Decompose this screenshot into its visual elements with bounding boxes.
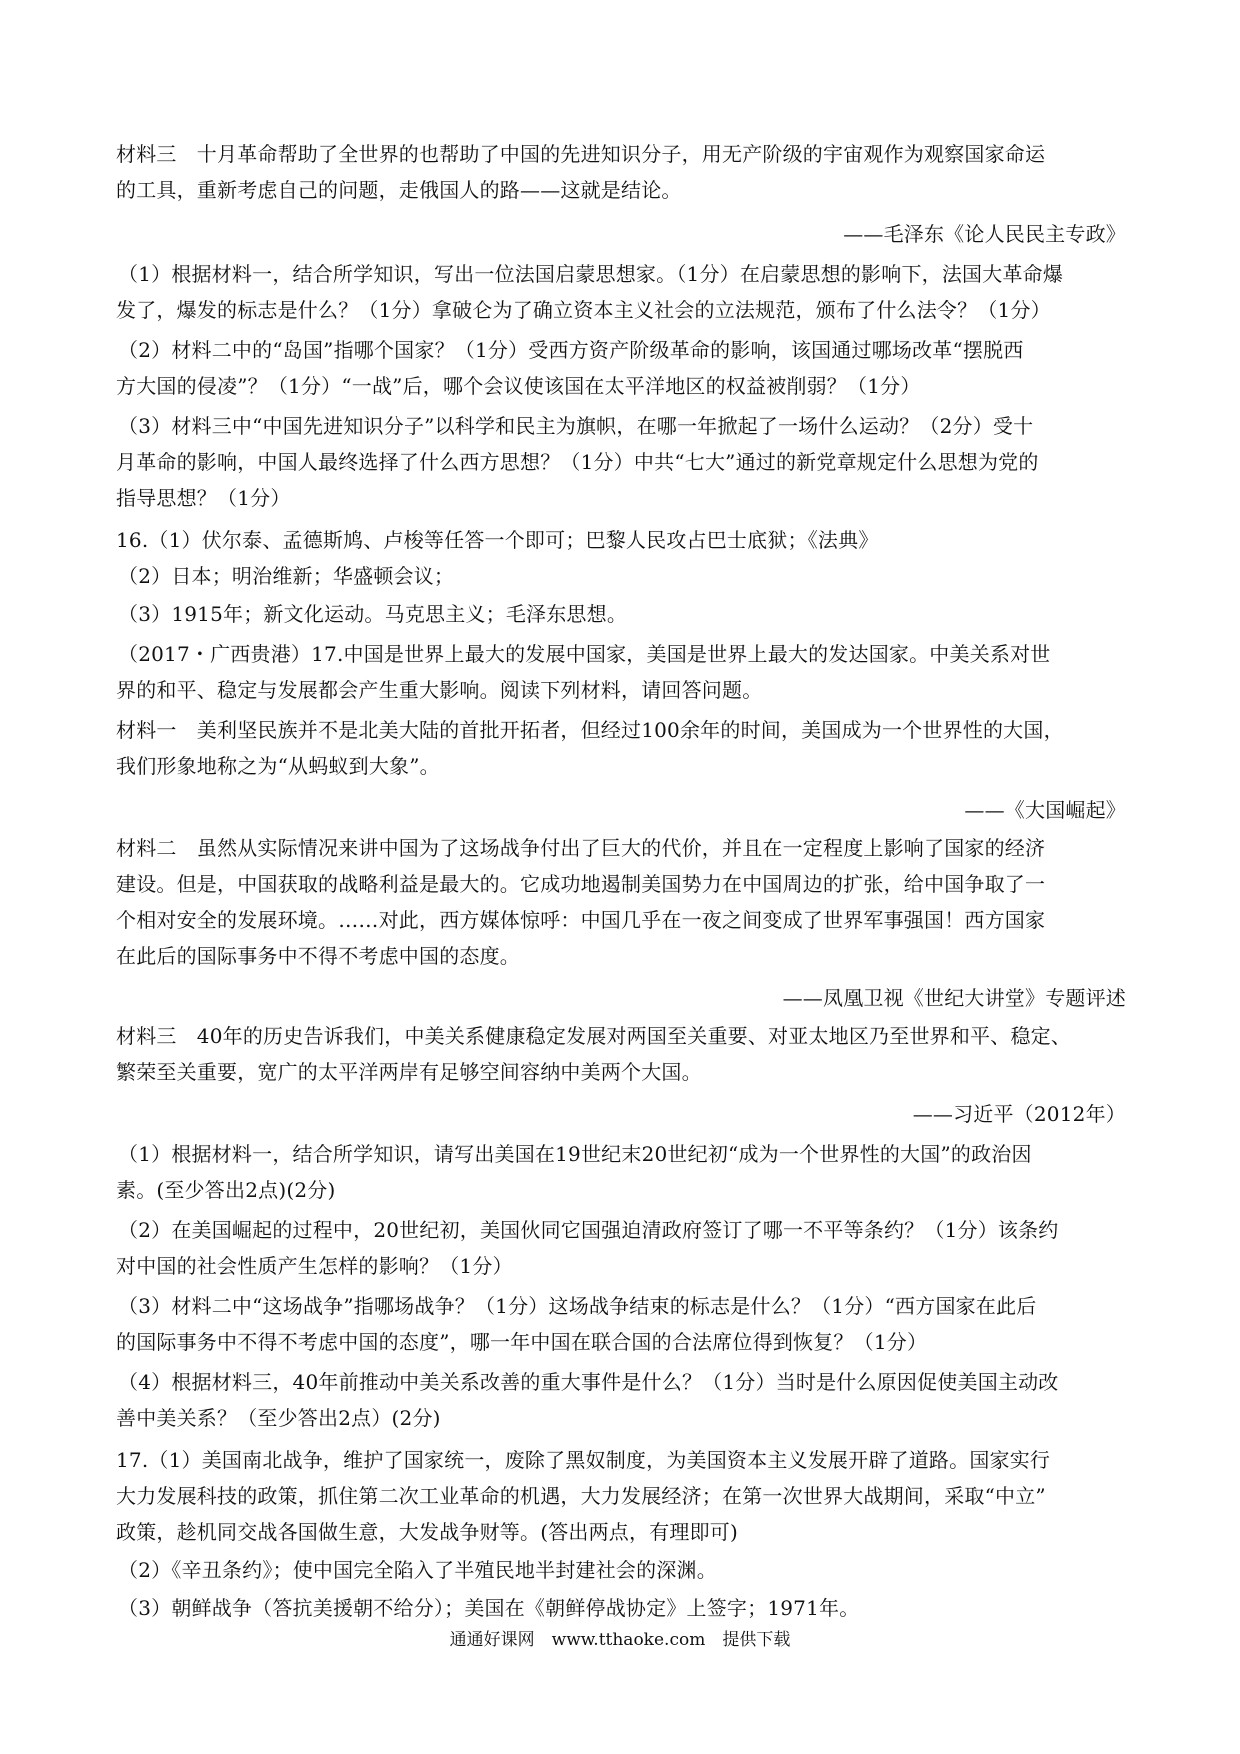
text-line: 个相对安全的发展环境。……对此，西方媒体惊呼：中国几乎在一夜之间变成了世界军事强国！西方国家 bbox=[116, 908, 1046, 932]
text-line: 的工具，重新考虑自己的问题，走俄国人的路——这就是结论。 bbox=[116, 178, 682, 202]
question-line: （3）材料二中“这场战争”指哪场战争？（1分）这场战争结束的标志是什么？（1分）“西方国家在此后 bbox=[118, 1294, 1037, 1318]
answer-line: （2）日本；明治维新；华盛顿会议； bbox=[118, 564, 455, 588]
answer-line: 16.（1）伏尔泰、孟德斯鸠、卢梭等任答一个即可；巴黎人民攻占巴士底狱；《法典》 bbox=[116, 528, 879, 552]
text-line: 材料三 十月革命帮助了全世界的也帮助了中国的先进知识分子，用无产阶级的宇宙观作为观察国家命运 bbox=[116, 142, 1046, 166]
source-citation: ——毛泽东《论人民民主专政》 bbox=[843, 222, 1126, 246]
question-line: （2）材料二中的“岛国”指哪个国家？（1分）受西方资产阶级革命的影响，该国通过哪场改革“摆脱西 bbox=[118, 338, 1024, 362]
question-line: 素。(至少答出2点)(2分) bbox=[116, 1178, 336, 1202]
question-line: 的国际事务中不得不考虑中国的态度”，哪一年中国在联合国的合法席位得到恢复？（1分） bbox=[116, 1330, 928, 1354]
answer-line: 17.（1）美国南北战争，维护了国家统一，废除了黑奴制度，为美国资本主义发展开辟了道路。国家实行 bbox=[116, 1448, 1051, 1472]
page-footer: 通通好课网 www.tthaoke.com 提供下载 bbox=[449, 1630, 791, 1650]
source-citation: ——《大国崛起》 bbox=[964, 798, 1126, 822]
question-line: （4）根据材料三，40年前推动中美关系改善的重大事件是什么？（1分）当时是什么原因促使美国主动改 bbox=[118, 1370, 1059, 1394]
question-line: （2）在美国崛起的过程中，20世纪初，美国伙同它国强迫清政府签订了哪一不平等条约？（1分）该条约 bbox=[118, 1218, 1059, 1242]
question-line: 方大国的侵凌”？（1分）“一战”后，哪个会议使该国在太平洋地区的权益被削弱？（1分） bbox=[116, 374, 921, 398]
question-line: （3）材料三中“中国先进知识分子”以科学和民主为旗帜，在哪一年掀起了一场什么运动？（2分）受十 bbox=[118, 414, 1034, 438]
question-line: 界的和平、稳定与发展都会产生重大影响。阅读下列材料，请回答问题。 bbox=[116, 678, 763, 702]
source-citation: ——习近平（2012年） bbox=[912, 1102, 1126, 1126]
answer-line: （3）1915年；新文化运动。马克思主义；毛泽东思想。 bbox=[118, 602, 628, 626]
text-line: 在此后的国际事务中不得不考虑中国的态度。 bbox=[116, 944, 520, 968]
answer-line: 大力发展科技的政策，抓住第二次工业革命的机遇，大力发展经济；在第一次世界大战期间，采取“中立” bbox=[116, 1484, 1046, 1508]
answer-line: （3）朝鲜战争（答抗美援朝不给分）；美国在《朝鲜停战协定》上签字；1971年。 bbox=[118, 1596, 860, 1620]
text-line: 建设。但是，中国获取的战略利益是最大的。它成功地遏制美国势力在中国周边的扩张，给中国争取了一 bbox=[116, 872, 1046, 896]
text-line: 材料三 40年的历史告诉我们，中美关系健康稳定发展对两国至关重要、对亚太地区乃至世界和平、稳定、 bbox=[116, 1024, 1072, 1048]
text-line: 材料一 美利坚民族并不是北美大陆的首批开拓者，但经过100余年的时间，美国成为一个世界性的大国， bbox=[116, 718, 1064, 742]
question-line: （2017・广西贵港）17.中国是世界上最大的发展中国家，美国是世界上最大的发达国家。中美关系对世 bbox=[118, 642, 1051, 666]
question-line: 发了，爆发的标志是什么？（1分）拿破仑为了确立资本主义社会的立法规范，颁布了什么法令？（1分） bbox=[116, 298, 1051, 322]
text-line: 繁荣至关重要，宽广的太平洋两岸有足够空间容纳中美两个大国。 bbox=[116, 1060, 702, 1084]
answer-line: 政策，趁机同交战各国做生意，大发战争财等。(答出两点，有理即可) bbox=[116, 1520, 739, 1544]
question-line: 对中国的社会性质产生怎样的影响？（1分） bbox=[116, 1254, 513, 1278]
source-citation: ——凤凰卫视《世纪大讲堂》专题评述 bbox=[782, 986, 1126, 1010]
question-line: 指导思想？（1分） bbox=[116, 486, 291, 510]
answer-line: （2）《辛丑条约》；使中国完全陷入了半殖民地半封建社会的深渊。 bbox=[118, 1558, 717, 1582]
text-line: 材料二 虽然从实际情况来讲中国为了这场战争付出了巨大的代价，并且在一定程度上影响了国家的经济 bbox=[116, 836, 1046, 860]
question-line: 善中美关系？（至少答出2点）(2分) bbox=[116, 1406, 441, 1430]
question-line: （1）根据材料一，结合所学知识，请写出美国在19世纪末20世纪初“成为一个世界性的大国”的政治因 bbox=[118, 1142, 1032, 1166]
question-line: （1）根据材料一，结合所学知识，写出一位法国启蒙思想家。（1分）在启蒙思想的影响下，法国大革命爆 bbox=[118, 262, 1064, 286]
text-line: 我们形象地称之为“从蚂蚁到大象”。 bbox=[116, 754, 440, 778]
question-line: 月革命的影响，中国人最终选择了什么西方思想？（1分）中共“七大”通过的新党章规定什么思想为党的 bbox=[116, 450, 1039, 474]
